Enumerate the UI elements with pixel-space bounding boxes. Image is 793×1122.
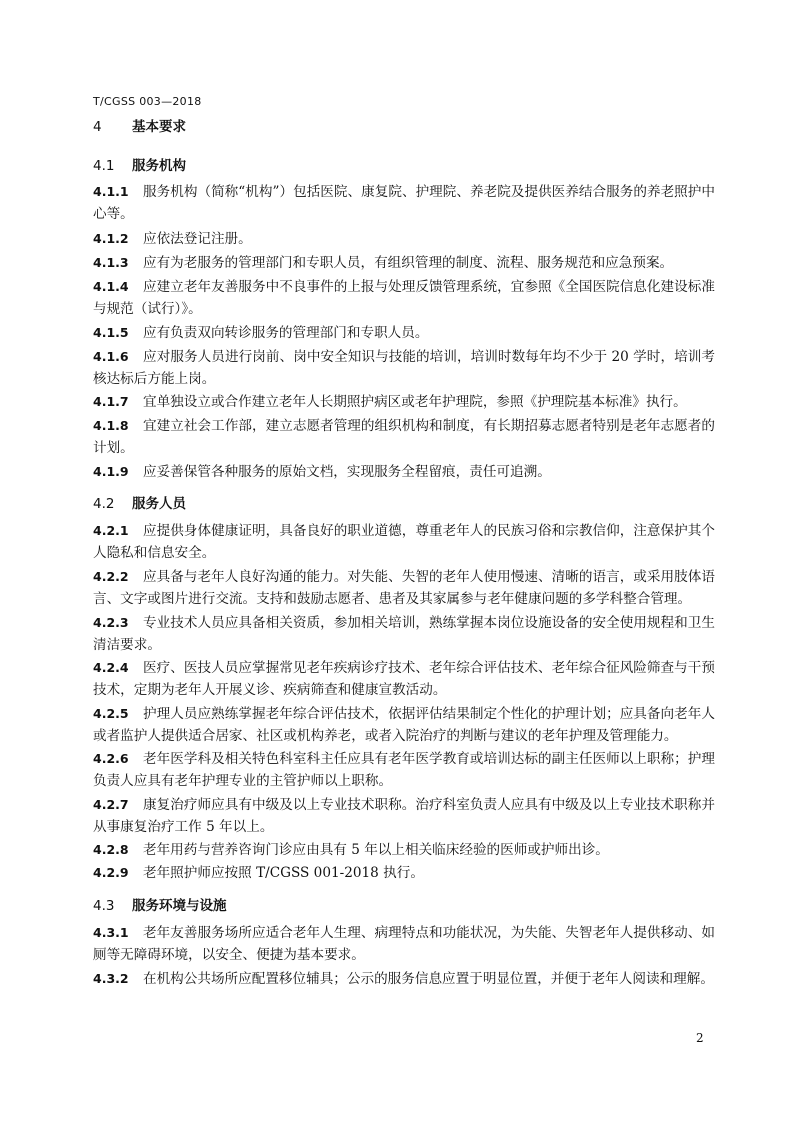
section-heading (93, 115, 186, 135)
clause-4-1-9 (93, 461, 715, 483)
clause-text: 应建立老年友善服务中不良事件的上报与处理反馈管理系统，宜参照《全国医院信息化建设标准与规范（试行）》。 (93, 279, 715, 317)
clause-4-1-5 (93, 322, 715, 344)
clause-4-1-6 (93, 346, 715, 390)
clause-number: 4.1.3 (93, 255, 129, 270)
clause-number: 4.2.3 (93, 615, 129, 630)
clause-4-2-8 (93, 839, 715, 861)
clause-4-2-2 (93, 566, 715, 610)
clause-4-2-6 (93, 748, 715, 792)
clause-text: 应具备与老年人良好沟通的能力。对失能、失智的老年人使用慢速、清晰的语言，或采用肢体语言、文字或图片进行交流。支持和鼓励志愿者、患者及其家属参与老年健康问题的多学科整合管理。 (93, 569, 715, 607)
clause-text: 老年用药与营养咨询门诊应由具有 5 年以上相关临床经验的医师或护师出诊。 (143, 842, 609, 858)
clause-4-1-1 (93, 181, 715, 225)
clause-4-1-7 (93, 391, 715, 413)
clause-number: 4.1.2 (93, 231, 129, 246)
clause-4-1-4 (93, 276, 715, 320)
clause-text: 应妥善保管各种服务的原始文档，实现服务全程留痕，责任可追溯。 (143, 464, 551, 480)
subsection-number: 4.3 (93, 898, 115, 914)
subsection-heading-4-3 (93, 894, 227, 914)
page-number: 2 (696, 1031, 704, 1045)
clause-number: 4.2.4 (93, 660, 129, 675)
clause-4-2-3 (93, 612, 715, 656)
clause-text: 宜建立社会工作部，建立志愿者管理的组织机构和制度，有长期招募志愿者特别是老年志愿者的计划。 (93, 418, 715, 456)
clause-number: 4.3.1 (93, 925, 129, 940)
clause-4-2-1 (93, 520, 715, 564)
subsection-title: 服务人员 (132, 496, 186, 512)
subsection-title: 服务环境与设施 (132, 898, 227, 914)
clause-number: 4.1.9 (93, 464, 129, 479)
subsection-heading-4-2 (93, 492, 186, 512)
clause-number: 4.1.8 (93, 418, 129, 433)
clause-number: 4.1.4 (93, 279, 129, 294)
clause-number: 4.2.9 (93, 865, 129, 880)
clause-text: 应有为老服务的管理部门和专职人员，有组织管理的制度、流程、服务规范和应急预案。 (143, 255, 674, 271)
clause-text: 专业技术人员应具备相关资质，参加相关培训，熟练掌握本岗位设施设备的安全使用规程和卫生清洁要求。 (93, 615, 715, 653)
clause-number: 4.2.2 (93, 569, 129, 584)
subsection-heading-4-1 (93, 154, 186, 174)
clause-4-2-4 (93, 657, 715, 701)
clause-number: 4.3.2 (93, 971, 129, 986)
clause-number: 4.1.6 (93, 349, 129, 364)
clause-number: 4.2.6 (93, 751, 129, 766)
clause-4-2-9 (93, 862, 715, 884)
clause-text: 老年友善服务场所应适合老年人生理、病理特点和功能状况，为失能、失智老年人提供移动、如厕等无障碍环境，以安全、便捷为基本要求。 (93, 925, 715, 963)
clause-text: 医疗、医技人员应掌握常见老年疾病诊疗技术、老年综合评估技术、老年综合征风险筛查与干预技术，定期为老年人开展义诊、疾病筛查和健康宣教活动。 (93, 660, 715, 698)
document-code: T/CGSS 003—2018 (93, 95, 202, 108)
clause-text: 康复治疗师应具有中级及以上专业技术职称。治疗科室负责人应具有中级及以上专业技术职称并从事康复治疗工作 5 年以上。 (93, 797, 715, 835)
clause-number: 4.2.5 (93, 706, 129, 721)
clause-4-3-1 (93, 922, 715, 966)
clause-4-2-7 (93, 794, 715, 838)
clause-text: 老年照护师应按照 T/CGSS 001-2018 执行。 (143, 865, 424, 881)
subsection-number: 4.1 (93, 158, 115, 174)
clause-4-2-5 (93, 703, 715, 747)
clause-text: 应对服务人员进行岗前、岗中安全知识与技能的培训，培训时数每年均不少于 20 学时，培训考核达标后方能上岗。 (93, 349, 715, 387)
subsection-number: 4.2 (93, 496, 115, 512)
clause-number: 4.2.8 (93, 842, 129, 857)
clause-4-1-2 (93, 228, 715, 250)
clause-text: 宜单独设立或合作建立老年人长期照护病区或老年护理院，参照《护理院基本标准》执行。 (143, 394, 687, 410)
clause-text: 应依法登记注册。 (143, 231, 252, 247)
section-title: 基本要求 (132, 119, 186, 135)
clause-text: 护理人员应熟练掌握老年综合评估技术，依据评估结果制定个性化的护理计划；应具备向老年人或者监护人提供适合居家、社区或机构养老，或者入院治疗的判断与建议的老年护理及管理能力。 (93, 706, 715, 744)
clause-number: 4.1.5 (93, 325, 129, 340)
clause-number: 4.2.1 (93, 523, 129, 538)
clause-4-1-3 (93, 252, 715, 274)
clause-4-3-2 (93, 968, 715, 990)
clause-number: 4.1.7 (93, 394, 129, 409)
clause-text: 应提供身体健康证明，具备良好的职业道德，尊重老年人的民族习俗和宗教信仰，注意保护其个人隐私和信息安全。 (93, 523, 715, 561)
clause-number: 4.1.1 (93, 184, 129, 199)
clause-number: 4.2.7 (93, 797, 129, 812)
clause-4-1-8 (93, 415, 715, 459)
clause-text: 应有负责双向转诊服务的管理部门和专职人员。 (143, 325, 429, 341)
subsection-title: 服务机构 (132, 158, 186, 174)
clause-text: 老年医学科及相关特色科室科主任应具有老年医学教育或培训达标的副主任医师以上职称；护理负责人应具有老年护理专业的主管护师以上职称。 (93, 751, 715, 789)
clause-text: 在机构公共场所应配置移位辅具；公示的服务信息应置于明显位置，并便于老年人阅读和理解。 (143, 971, 714, 987)
clause-text: 服务机构（简称“机构”）包括医院、康复院、护理院、养老院及提供医养结合服务的养老照护中心等。 (93, 184, 715, 222)
section-number: 4 (93, 119, 102, 135)
